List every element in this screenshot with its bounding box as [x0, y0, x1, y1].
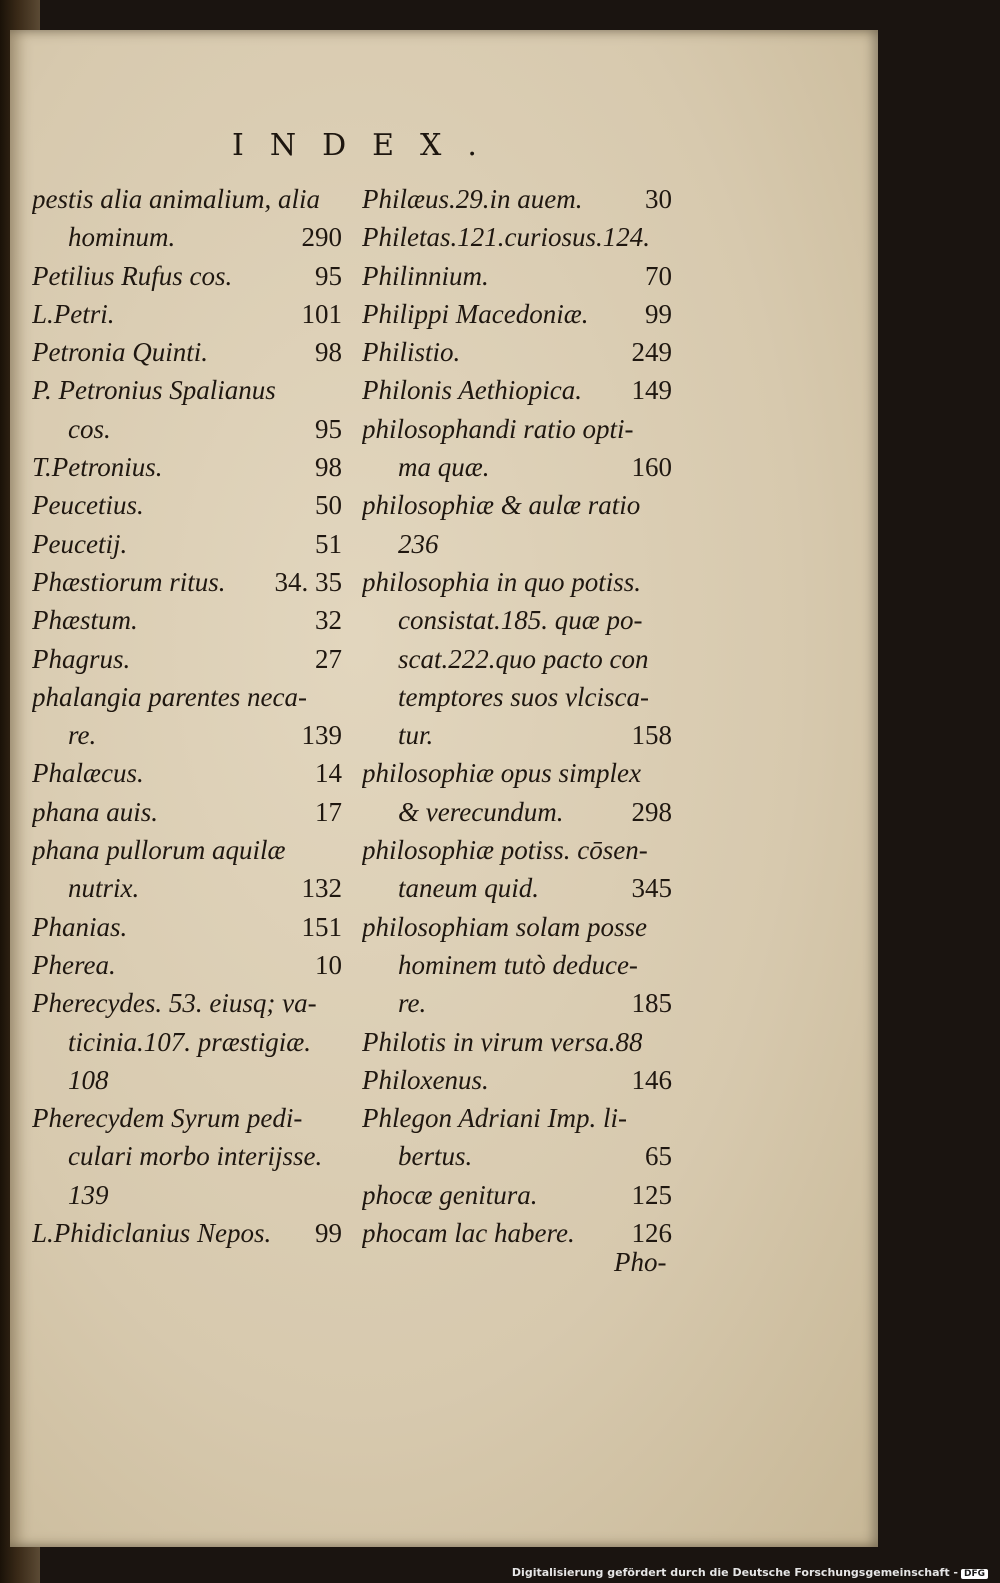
digitization-footer [512, 1566, 988, 1579]
index-entry-text: philosophiam solam posse [362, 911, 648, 942]
index-entry [362, 716, 672, 754]
index-entry-text: nutrix. [68, 873, 140, 904]
index-entry [362, 601, 672, 639]
index-entry-text: phalangia parentes neca- [32, 681, 307, 712]
index-entry-page: 17 [315, 796, 342, 827]
index-entry [32, 946, 342, 984]
index-entry-text: & verecundum. [398, 796, 564, 827]
index-entry [362, 946, 672, 984]
index-entry-page: 185 [631, 988, 672, 1019]
index-entry [32, 1023, 342, 1061]
index-entry-page: 125 [631, 1179, 672, 1210]
index-entry [362, 295, 672, 333]
index-entry-page: 32 [315, 605, 342, 636]
index-entry-text: Peucetij. [32, 528, 128, 559]
index-entry-page: 160 [631, 452, 672, 483]
index-entry [362, 1176, 672, 1214]
index-entry-text: Phalæcus. [32, 758, 144, 789]
index-entry-text: Petilius Rufus cos. [32, 260, 233, 291]
index-entry-text: L.Phidiclanius Nepos. [32, 1218, 272, 1249]
index-entry [362, 1023, 672, 1061]
index-entry-page: 158 [631, 720, 672, 751]
index-entry-page: 95 [315, 413, 342, 444]
index-entry [32, 640, 342, 678]
index-entry-text: T.Petronius. [32, 452, 163, 483]
index-entry-text: Phæstum. [32, 605, 138, 636]
index-entry-text: philosophiæ potiss. cōsen- [362, 835, 648, 866]
index-entry-text: temptores suos vlcisca- [398, 681, 649, 712]
index-entry-text: Philetas.121.curiosus.124. [362, 222, 650, 253]
index-entry-text: Philotis in virum versa.88 [362, 1026, 643, 1057]
index-entry [32, 218, 342, 256]
index-entry-text: Phagrus. [32, 643, 131, 674]
index-entry [32, 601, 342, 639]
index-entry [32, 793, 342, 831]
index-entry [32, 716, 342, 754]
index-entry-text: tur. [398, 720, 434, 751]
index-entry-text: Pherecydem Syrum pedi- [32, 1103, 303, 1134]
index-entry-text: taneum quid. [398, 873, 539, 904]
index-entry [32, 371, 342, 409]
index-entry [362, 563, 672, 601]
index-entry-text: consistat.185. quæ po- [398, 605, 643, 636]
index-entry [32, 1061, 342, 1099]
index-entry [362, 869, 672, 907]
index-entry-page: 149 [631, 375, 672, 406]
index-entry-page: 14 [315, 758, 342, 789]
index-entry [362, 640, 672, 678]
index-entry [32, 448, 342, 486]
index-entry-page: 50 [315, 490, 342, 521]
index-entry-text: P. Petronius Spalianus [32, 375, 276, 406]
index-entry-text: philosophandi ratio opti- [362, 413, 634, 444]
page-header: INDEX. [232, 128, 503, 163]
index-entry-text: culari morbo interijsse. [68, 1141, 323, 1172]
index-entry-page: 290 [301, 222, 342, 253]
index-entry [32, 984, 342, 1022]
index-entry [32, 678, 342, 716]
index-entry-text: 236 [398, 528, 439, 559]
index-entry-page: 51 [315, 528, 342, 559]
index-entry [32, 486, 342, 524]
index-entry-text: phocam lac habere. [362, 1218, 575, 1249]
index-entry-text: pestis alia animalium, alia [32, 184, 321, 214]
index-entry [32, 1137, 342, 1175]
index-entry [362, 754, 672, 792]
index-entry [32, 1214, 342, 1252]
index-entry-text: L.Petri. [32, 298, 115, 329]
index-entry [32, 295, 342, 333]
index-entry [362, 525, 672, 563]
footer-text: Digitalisierung gefördert durch die Deutsche Forschungsgemeinschaft - [511, 1566, 958, 1579]
index-entry-page: 99 [315, 1218, 342, 1249]
index-entry-page: 98 [315, 337, 342, 368]
index-entry-text: phocæ genitura. [362, 1179, 538, 1210]
index-entry-text: Philonis Aethiopica. [362, 375, 582, 406]
index-entry-text: ticinia.107. præstigiæ. [68, 1026, 312, 1057]
index-entry-page: 34. 35 [274, 566, 342, 597]
index-entry-page: 10 [315, 949, 342, 980]
index-entry [362, 218, 672, 256]
index-entry [32, 525, 342, 563]
index-entry-text: Philoxenus. [362, 1064, 489, 1095]
index-entry-text: philosophiæ opus simplex [362, 758, 642, 789]
index-entry [362, 984, 672, 1022]
index-column-right [362, 180, 672, 1252]
index-entry-page: 65 [645, 1141, 672, 1172]
index-entry-text: Petronia Quinti. [32, 337, 208, 368]
index-entry-page: 298 [631, 796, 672, 827]
index-entry [362, 333, 672, 371]
index-entry [362, 486, 672, 524]
index-entry-text: ma quæ. [398, 452, 490, 483]
index-entry [362, 831, 672, 869]
index-entry-text: Phlegon Adriani Imp. li- [362, 1103, 627, 1134]
index-entry-text: Peucetius. [32, 490, 144, 521]
index-entry-text: hominum. [68, 222, 176, 253]
index-entry [32, 908, 342, 946]
index-entry [32, 180, 342, 218]
index-entry-text: Phanias. [32, 911, 128, 942]
index-entry-page: 30 [645, 184, 672, 214]
dfg-logo: DFG [961, 1569, 988, 1579]
index-column-left [32, 180, 342, 1252]
index-entry [362, 180, 672, 218]
index-entry-page: 95 [315, 260, 342, 291]
index-entry-text: philosophia in quo potiss. [362, 566, 642, 597]
index-entry [32, 831, 342, 869]
index-entry [32, 333, 342, 371]
index-entry [362, 678, 672, 716]
index-entry [362, 793, 672, 831]
index-entry-page: 132 [301, 873, 342, 904]
index-entry-text: Pherecydes. 53. eiusq; va- [32, 988, 317, 1019]
index-entry-text: hominem tutò deduce- [398, 949, 638, 980]
index-entry-page: 98 [315, 452, 342, 483]
index-entry [32, 1176, 342, 1214]
index-entry-page: 101 [301, 298, 342, 329]
index-entry [32, 869, 342, 907]
index-entry-text: bertus. [398, 1141, 473, 1172]
index-entry-text: Philinnium. [362, 260, 489, 291]
index-entry [362, 410, 672, 448]
index-entry [362, 257, 672, 295]
index-entry-text: cos. [68, 413, 111, 444]
index-entry-page: 70 [645, 260, 672, 291]
catchword: Pho- [614, 1247, 667, 1277]
index-entry-text: 108 [68, 1064, 109, 1095]
index-entry-text: re. [398, 988, 427, 1019]
index-entry-text: re. [68, 720, 97, 751]
index-entry [362, 1061, 672, 1099]
index-entry-text: Phæstiorum ritus. [32, 566, 226, 597]
index-entry-text: Philippi Macedoniæ. [362, 298, 589, 329]
index-entry-page: 27 [315, 643, 342, 674]
index-entry-page: 249 [631, 337, 672, 368]
index-entry-text: phana pullorum aquilæ [32, 835, 286, 866]
index-entry-page: 151 [301, 911, 342, 942]
index-entry [32, 257, 342, 295]
index-entry-text: philosophiæ & aulæ ratio [362, 490, 641, 521]
index-entry-page: 345 [631, 873, 672, 904]
index-entry-page: 146 [631, 1064, 672, 1095]
index-entry-text: Philistio. [362, 337, 461, 368]
index-entry-page: 126 [631, 1218, 672, 1249]
index-entry [32, 1099, 342, 1137]
index-entry [32, 563, 342, 601]
index-entry [32, 754, 342, 792]
index-entry-page: 139 [301, 720, 342, 751]
index-entry-text: Pherea. [32, 949, 116, 980]
index-entry-text: scat.222.quo pacto con [398, 643, 649, 674]
index-entry-text: 139 [68, 1179, 109, 1210]
index-entry [362, 908, 672, 946]
index-entry [362, 448, 672, 486]
index-entry [362, 1099, 672, 1137]
index-entry [362, 371, 672, 409]
index-entry-text: Philæus.29.in auem. [362, 184, 583, 214]
index-entry-page: 99 [645, 298, 672, 329]
index-entry-text: phana auis. [32, 796, 159, 827]
index-entry [32, 410, 342, 448]
index-entry [362, 1137, 672, 1175]
